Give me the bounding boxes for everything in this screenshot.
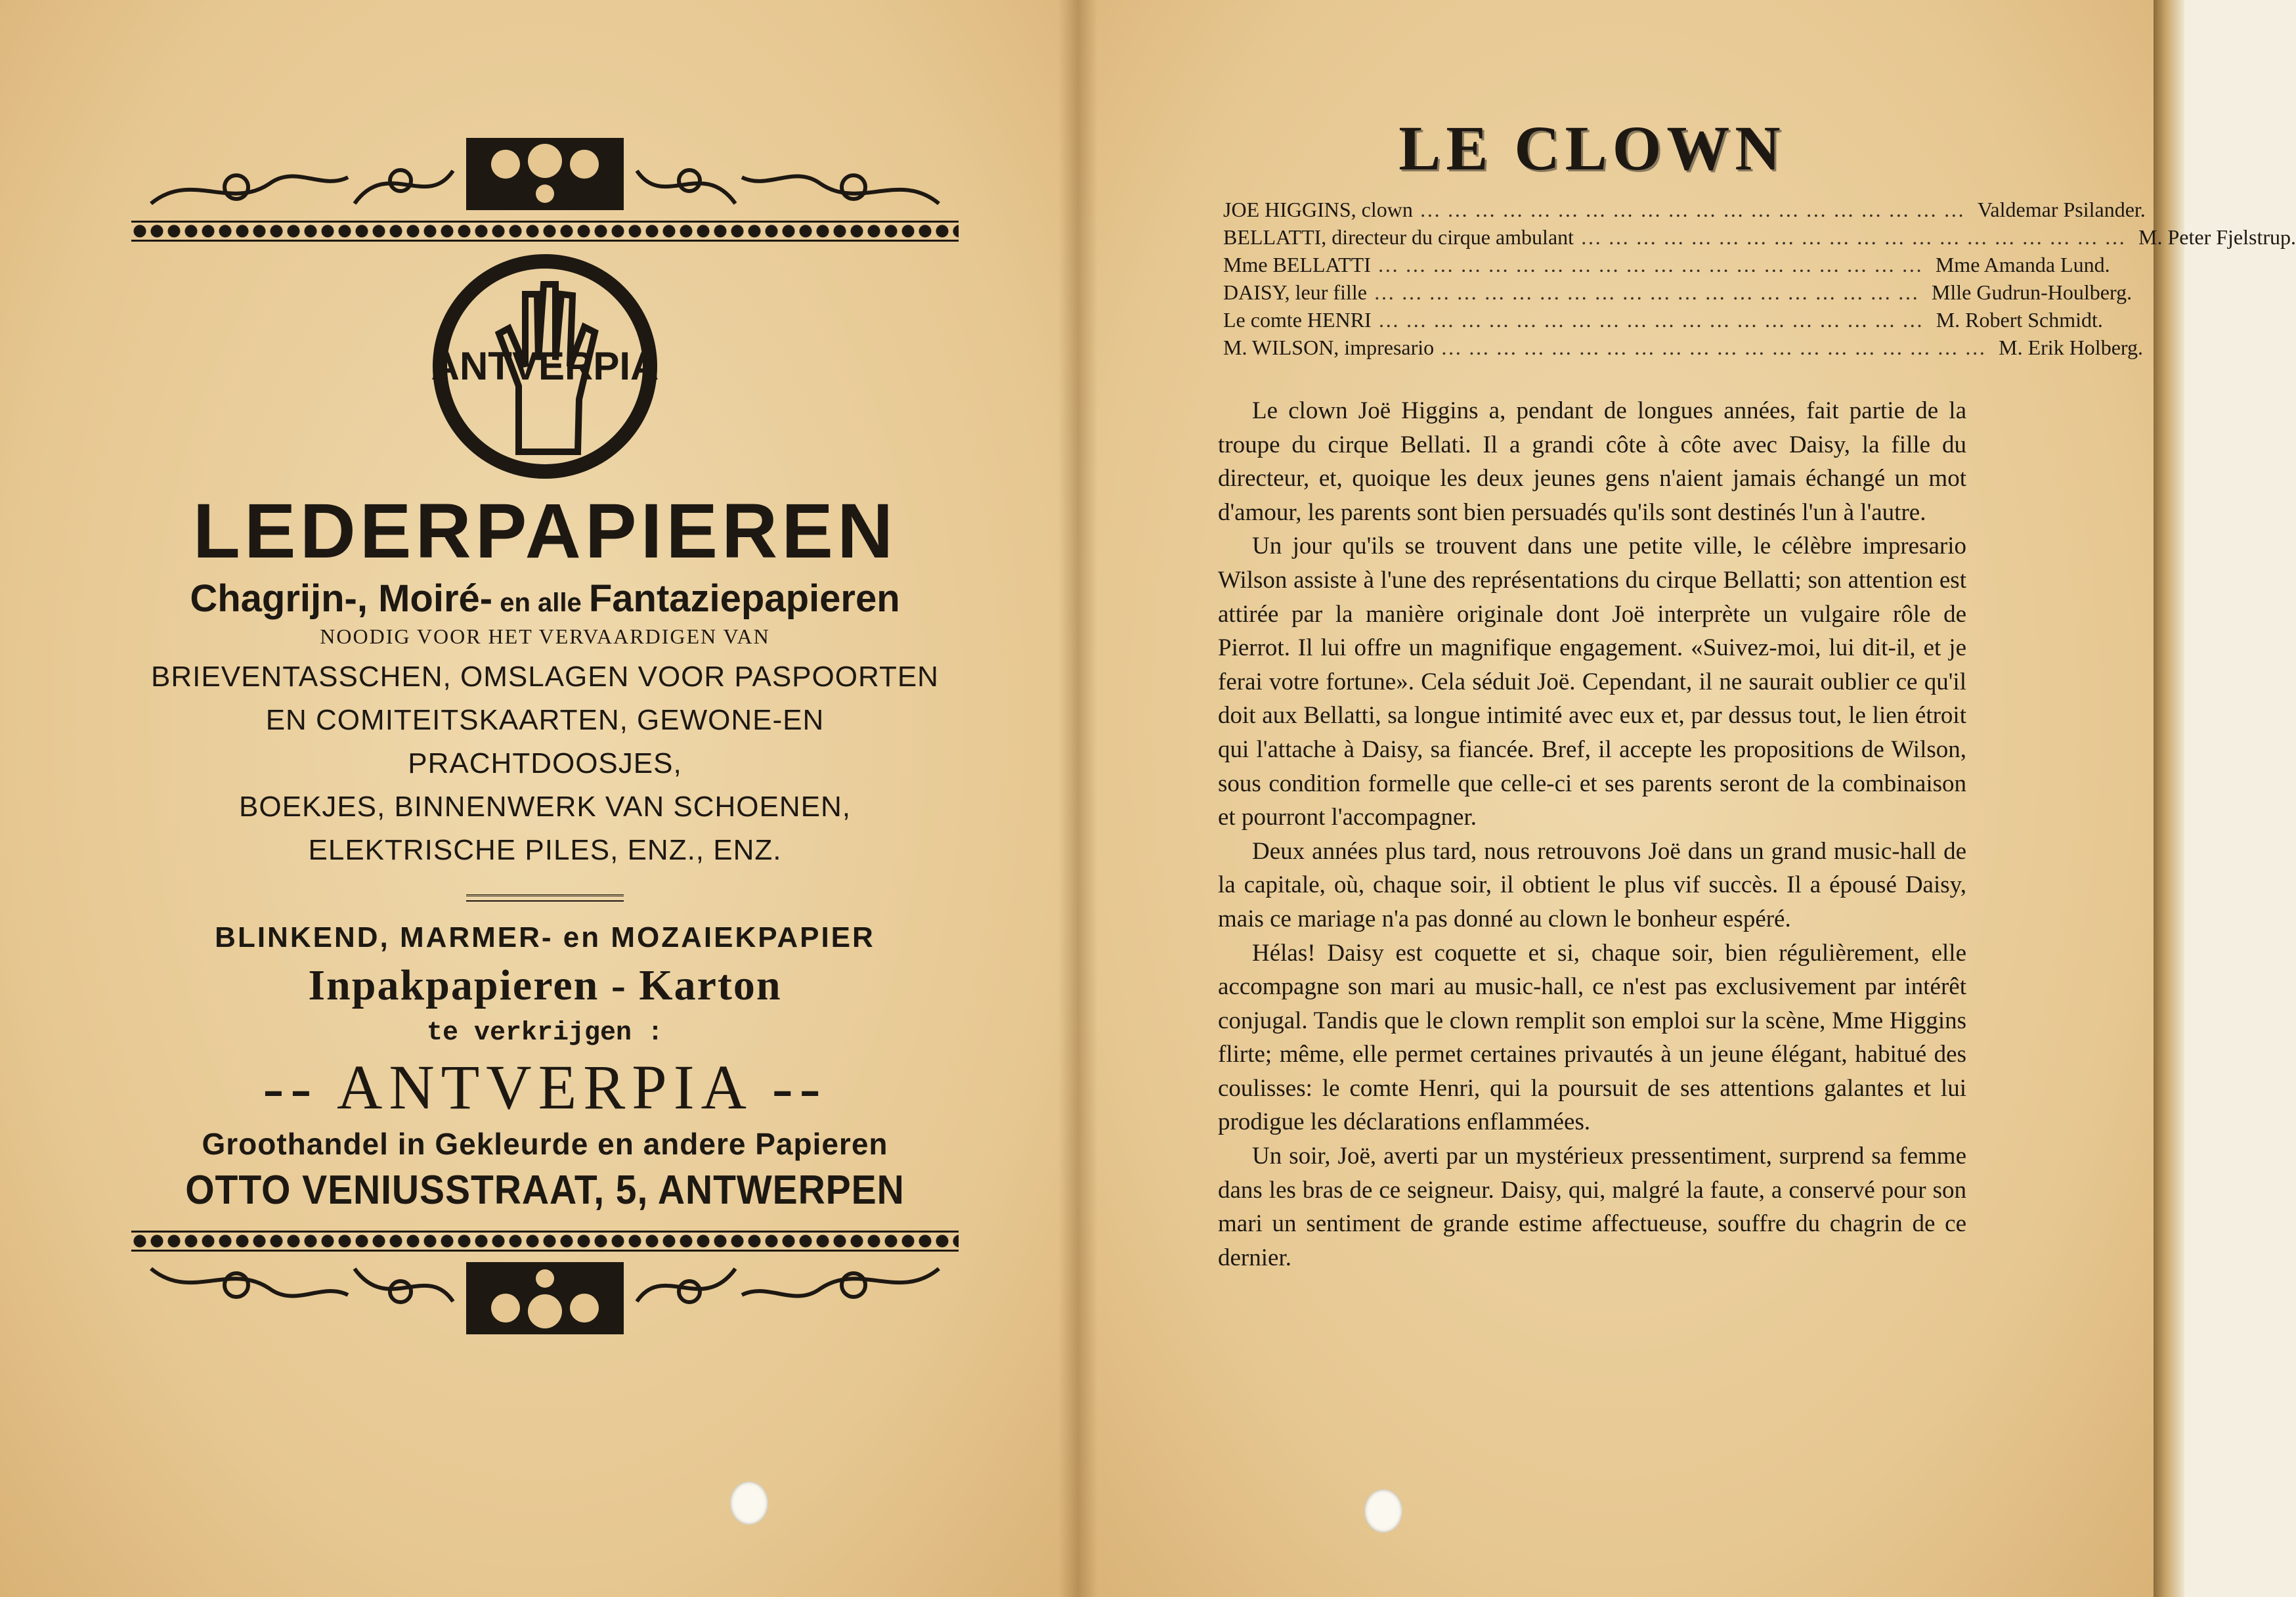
ad-list-line: EN COMITEITSKAARTEN, GEWONE-EN PRACHTDOOSJES, [265,703,825,779]
cast-role: Le comte HENRI [1223,308,1372,332]
synopsis [1218,394,1966,1275]
ad-groothandel: Groothandel in Gekleurde en andere Papieren [202,1126,888,1161]
ad-list-line: BRIEVENTASSCHEN, OMSLAGEN VOOR PASPOORTEN [151,660,939,693]
cast-actor: Mme Amanda Lund. [1935,253,2110,276]
ad-divider [466,894,624,902]
play-title: LE CLOWN [1398,113,1786,183]
ad-list-line: BOEKJES, BINNENWERK VAN SCHOENEN, [239,790,851,823]
cast-actor: M. Erik Holberg. [1999,336,2143,359]
ad-address: OTTO VENIUSSTRAAT, 5, ANTWERPEN [185,1167,905,1213]
bead-border-top [131,221,959,242]
cast-row: BELLATTI, directeur du cirque ambulant …………………………………………………… M. Peter Fjelstrup. [1223,223,1966,251]
ad-subtitle: Chagrijn-, Moiré- en alle Fantaziepapieren [190,577,900,620]
ad-list-line: ELEKTRISCHE PILES, ENZ., ENZ. [308,833,782,866]
ad-antverpia: -- ANTVERPIA -- [263,1051,827,1122]
synopsis-paragraph: Deux années plus tard, nous retrouvons Joë dans un grand music-hall de la capitale, où, chaque soir, il obtient le plus vif succès. Il a épousé Daisy, mais ce mariage n'a pas donné au clown le bonheur espéré. [1218,837,1966,932]
synopsis-paragraph: Un jour qu'ils se trouvent dans une petite ville, le célèbre impresario Wilson assiste à l'une des représentations du cirque Bellatti; son attention est attirée par la manière originale dont Joë interprète un vulgaire rôle de Pierrot. Il lui offre un magnifique engagement. «Suivez-moi, lui dit-il, et je ferai votre fortune». Cela séduit Joë. Cependant, il ne saurait oublier ce qu'il doit aux Bellatti, sa longue intimité avec eux et, par dessus tout, le lien étroit qui l'attache à Daisy, sa fiancée. Bref, il accepte les propositions de Wilson, sous condition formelle que celle-ci et ses parents seront de la combinaison et pourront l'accompagner. [1218,533,1966,831]
punch-hole-left [730,1481,768,1525]
cast-actor: M. Peter Fjelstrup. [2138,225,2296,249]
cast-list [1223,196,2296,361]
book-gutter [1058,0,1098,1597]
ad-noodig: NOODIG VOOR HET VERVAARDIGEN VAN [320,624,770,648]
advertisement [131,131,959,1341]
cast-role: DAISY, leur fille [1223,280,1367,304]
antverpia-hand-logo [427,255,663,478]
cast-row: JOE HIGGINS, clown …………………………………………………… Valdemar Psilander. [1223,196,1966,223]
cast-row: Mme BELLATTI …………………………………………………… Mme Amanda Lund. [1223,251,1966,278]
seal-text: ANTVERPIA [431,344,659,388]
cast-row: M. WILSON, impresario …………………………………………………… M. Erik Holberg. [1223,334,1966,361]
bead-border-bottom [131,1231,959,1252]
cast-actor: Mlle Gudrun-Houlberg. [1931,280,2133,304]
ad-verkrijgen: te verkrijgen : [426,1018,664,1048]
cast-actor: Valdemar Psilander. [1977,198,2146,221]
cast-row: Le comte HENRI …………………………………………………… M. Robert Schmidt. [1223,306,1966,334]
ad-title: LEDERPAPIEREN [192,488,898,575]
synopsis-paragraph: Le clown Joë Higgins a, pendant de longues années, fait partie de la troupe du cirque Bellati. Il a grandi côte à côte avec Daisy, la fille du directeur, et, quoique les deux jeunes gens n'aient jamais échangé un mot d'amour, les parents sont bien persuadés qu'ils sont destinés l'un à l'autre. [1218,397,1966,526]
bottom-ornament [138,1256,952,1341]
punch-hole-right [1364,1489,1402,1533]
synopsis-paragraph: Hélas! Daisy est coquette et si, chaque soir, bien régulièrement, elle accompagne son mari au music-hall, ce n'est pas exclusivement par intérêt conjugal. Tandis que le clown remplit son emploi sur la scène, Mme Higgins flirte; même, elle permet certaines privautés à un jeune élégant, habitué des coulisses: le comte Henri, qui la poursuit de ses attentions galantes et lui prodigue les déclarations enflammées. [1218,939,1966,1136]
cast-role: Mme BELLATTI [1223,253,1371,276]
cast-role: M. WILSON, impresario [1223,336,1435,359]
cast-row: DAISY, leur fille …………………………………………………… Mlle Gudrun-Houlberg. [1223,278,1966,306]
cast-actor: M. Robert Schmidt. [1936,308,2103,332]
synopsis-paragraph: Un soir, Joë, averti par un mystérieux pressentiment, surprend sa femme dans les bras de ce seigneur. Daisy, qui, malgré la faute, a conservé pour son mari un sentiment de grande estime affectueuse, souffre du chagrin de ce dernier. [1218,1143,1966,1271]
cast-role: BELLATTI, directeur du cirque ambulant [1223,225,1574,249]
ad-inpak: Inpakpapieren - Karton [308,961,782,1009]
ad-product-list [131,655,959,872]
top-ornament [138,131,952,217]
cast-role: JOE HIGGINS, clown [1223,198,1413,221]
ad-blinkend: BLINKEND, MARMER- en MOZAIEKPAPIER [215,921,875,953]
